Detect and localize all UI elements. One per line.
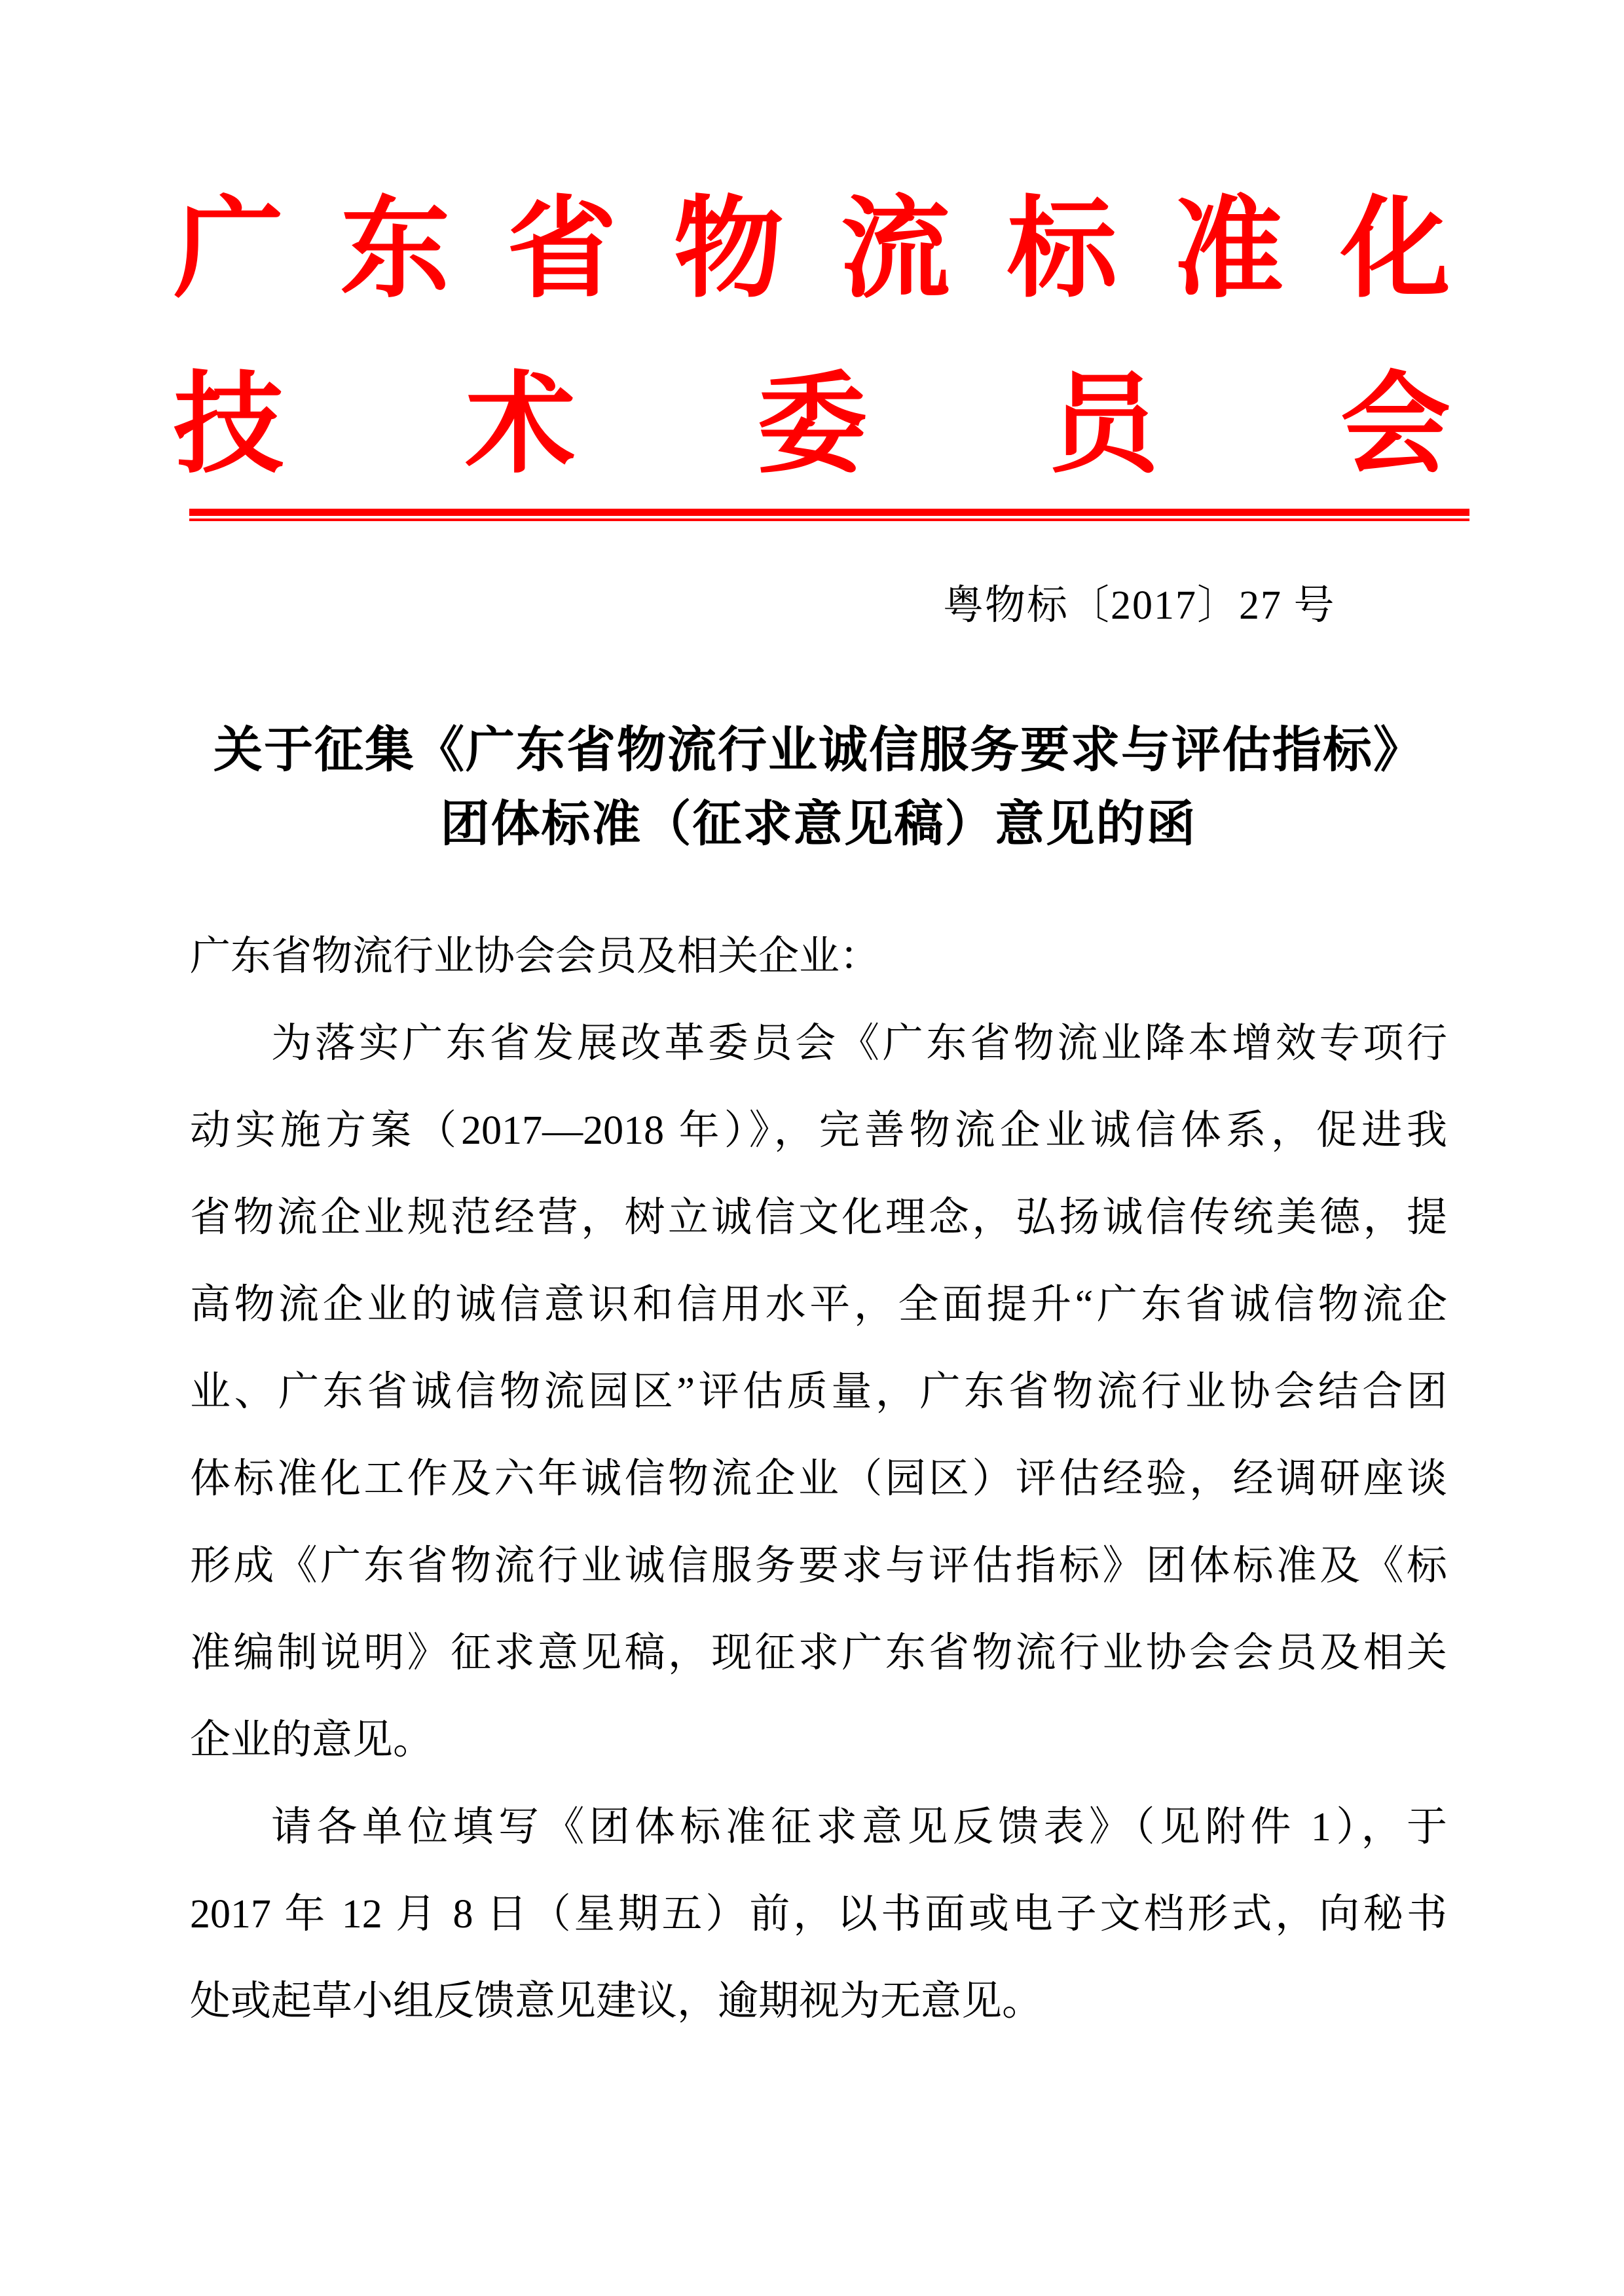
body-line: 请各单位填写《团体标准征求意见反馈表》（见附件 1），于 bbox=[271, 1805, 1447, 1850]
body-line: 为落实广东省发展改革委员会《广东省物流业降本增效专项行 bbox=[271, 1021, 1447, 1066]
letterhead-char: 流 bbox=[840, 189, 951, 311]
document-title-line2: 团体标准（征求意见稿）意见的函 bbox=[440, 797, 1197, 852]
body-line: 广东省物流行业协会会员及相关企业： bbox=[190, 934, 881, 979]
body-line: 业、广东省诚信物流园区”评估质量，广东省物流行业协会结合团 bbox=[190, 1370, 1447, 1414]
body-line: 体标准化工作及六年诚信物流企业（园区）评估经验，经调研座谈 bbox=[190, 1457, 1447, 1501]
document-body bbox=[190, 913, 1447, 2045]
letterhead-char: 术 bbox=[465, 365, 576, 486]
body-line: 高物流企业的诚信意识和信用水平，全面提升“广东省诚信物流企 bbox=[190, 1283, 1447, 1327]
letterhead-char: 准 bbox=[1173, 189, 1284, 311]
body-line: 准编制说明》征求意见稿，现征求广东省物流行业协会会员及相关 bbox=[190, 1631, 1447, 1675]
letterhead-char: 委 bbox=[757, 365, 867, 486]
body-line: 动实施方案（2017—2018 年）》，完善物流企业诚信体系，促进我 bbox=[190, 1108, 1447, 1153]
letterhead-divider-thin bbox=[189, 519, 1469, 521]
letterhead-char: 东 bbox=[340, 189, 451, 311]
letterhead-char: 会 bbox=[1340, 365, 1450, 486]
letterhead-org-name-line1 bbox=[174, 189, 1450, 311]
letterhead-char: 标 bbox=[1006, 189, 1117, 311]
document-number: 粤物标〔2017〕27 号 bbox=[943, 583, 1336, 628]
letterhead-char: 技 bbox=[174, 365, 284, 486]
body-line: 企业的意见。 bbox=[190, 1718, 434, 1762]
body-line: 处或起草小组反馈意见建议，逾期视为无意见。 bbox=[190, 1979, 1043, 2024]
body-line: 2017 年 12 月 8 日（星期五）前，以书面或电子文档形式，向秘书 bbox=[190, 1892, 1447, 1937]
letterhead-org-name-line2 bbox=[174, 365, 1450, 486]
letterhead-divider-thick bbox=[189, 509, 1469, 516]
document-title-line1: 关于征集《广东省物流行业诚信服务要求与评估指标》 bbox=[213, 723, 1424, 778]
letterhead-char: 物 bbox=[673, 189, 784, 311]
body-line: 形成《广东省物流行业诚信服务要求与评估指标》团体标准及《标 bbox=[190, 1544, 1447, 1588]
letterhead-char: 省 bbox=[507, 189, 618, 311]
letterhead-char: 化 bbox=[1340, 189, 1450, 311]
body-line: 省物流企业规范经营，树立诚信文化理念，弘扬诚信传统美德，提 bbox=[190, 1195, 1447, 1240]
letterhead-char: 广 bbox=[174, 189, 284, 311]
letterhead-char: 员 bbox=[1048, 365, 1159, 486]
document-title bbox=[183, 714, 1454, 862]
